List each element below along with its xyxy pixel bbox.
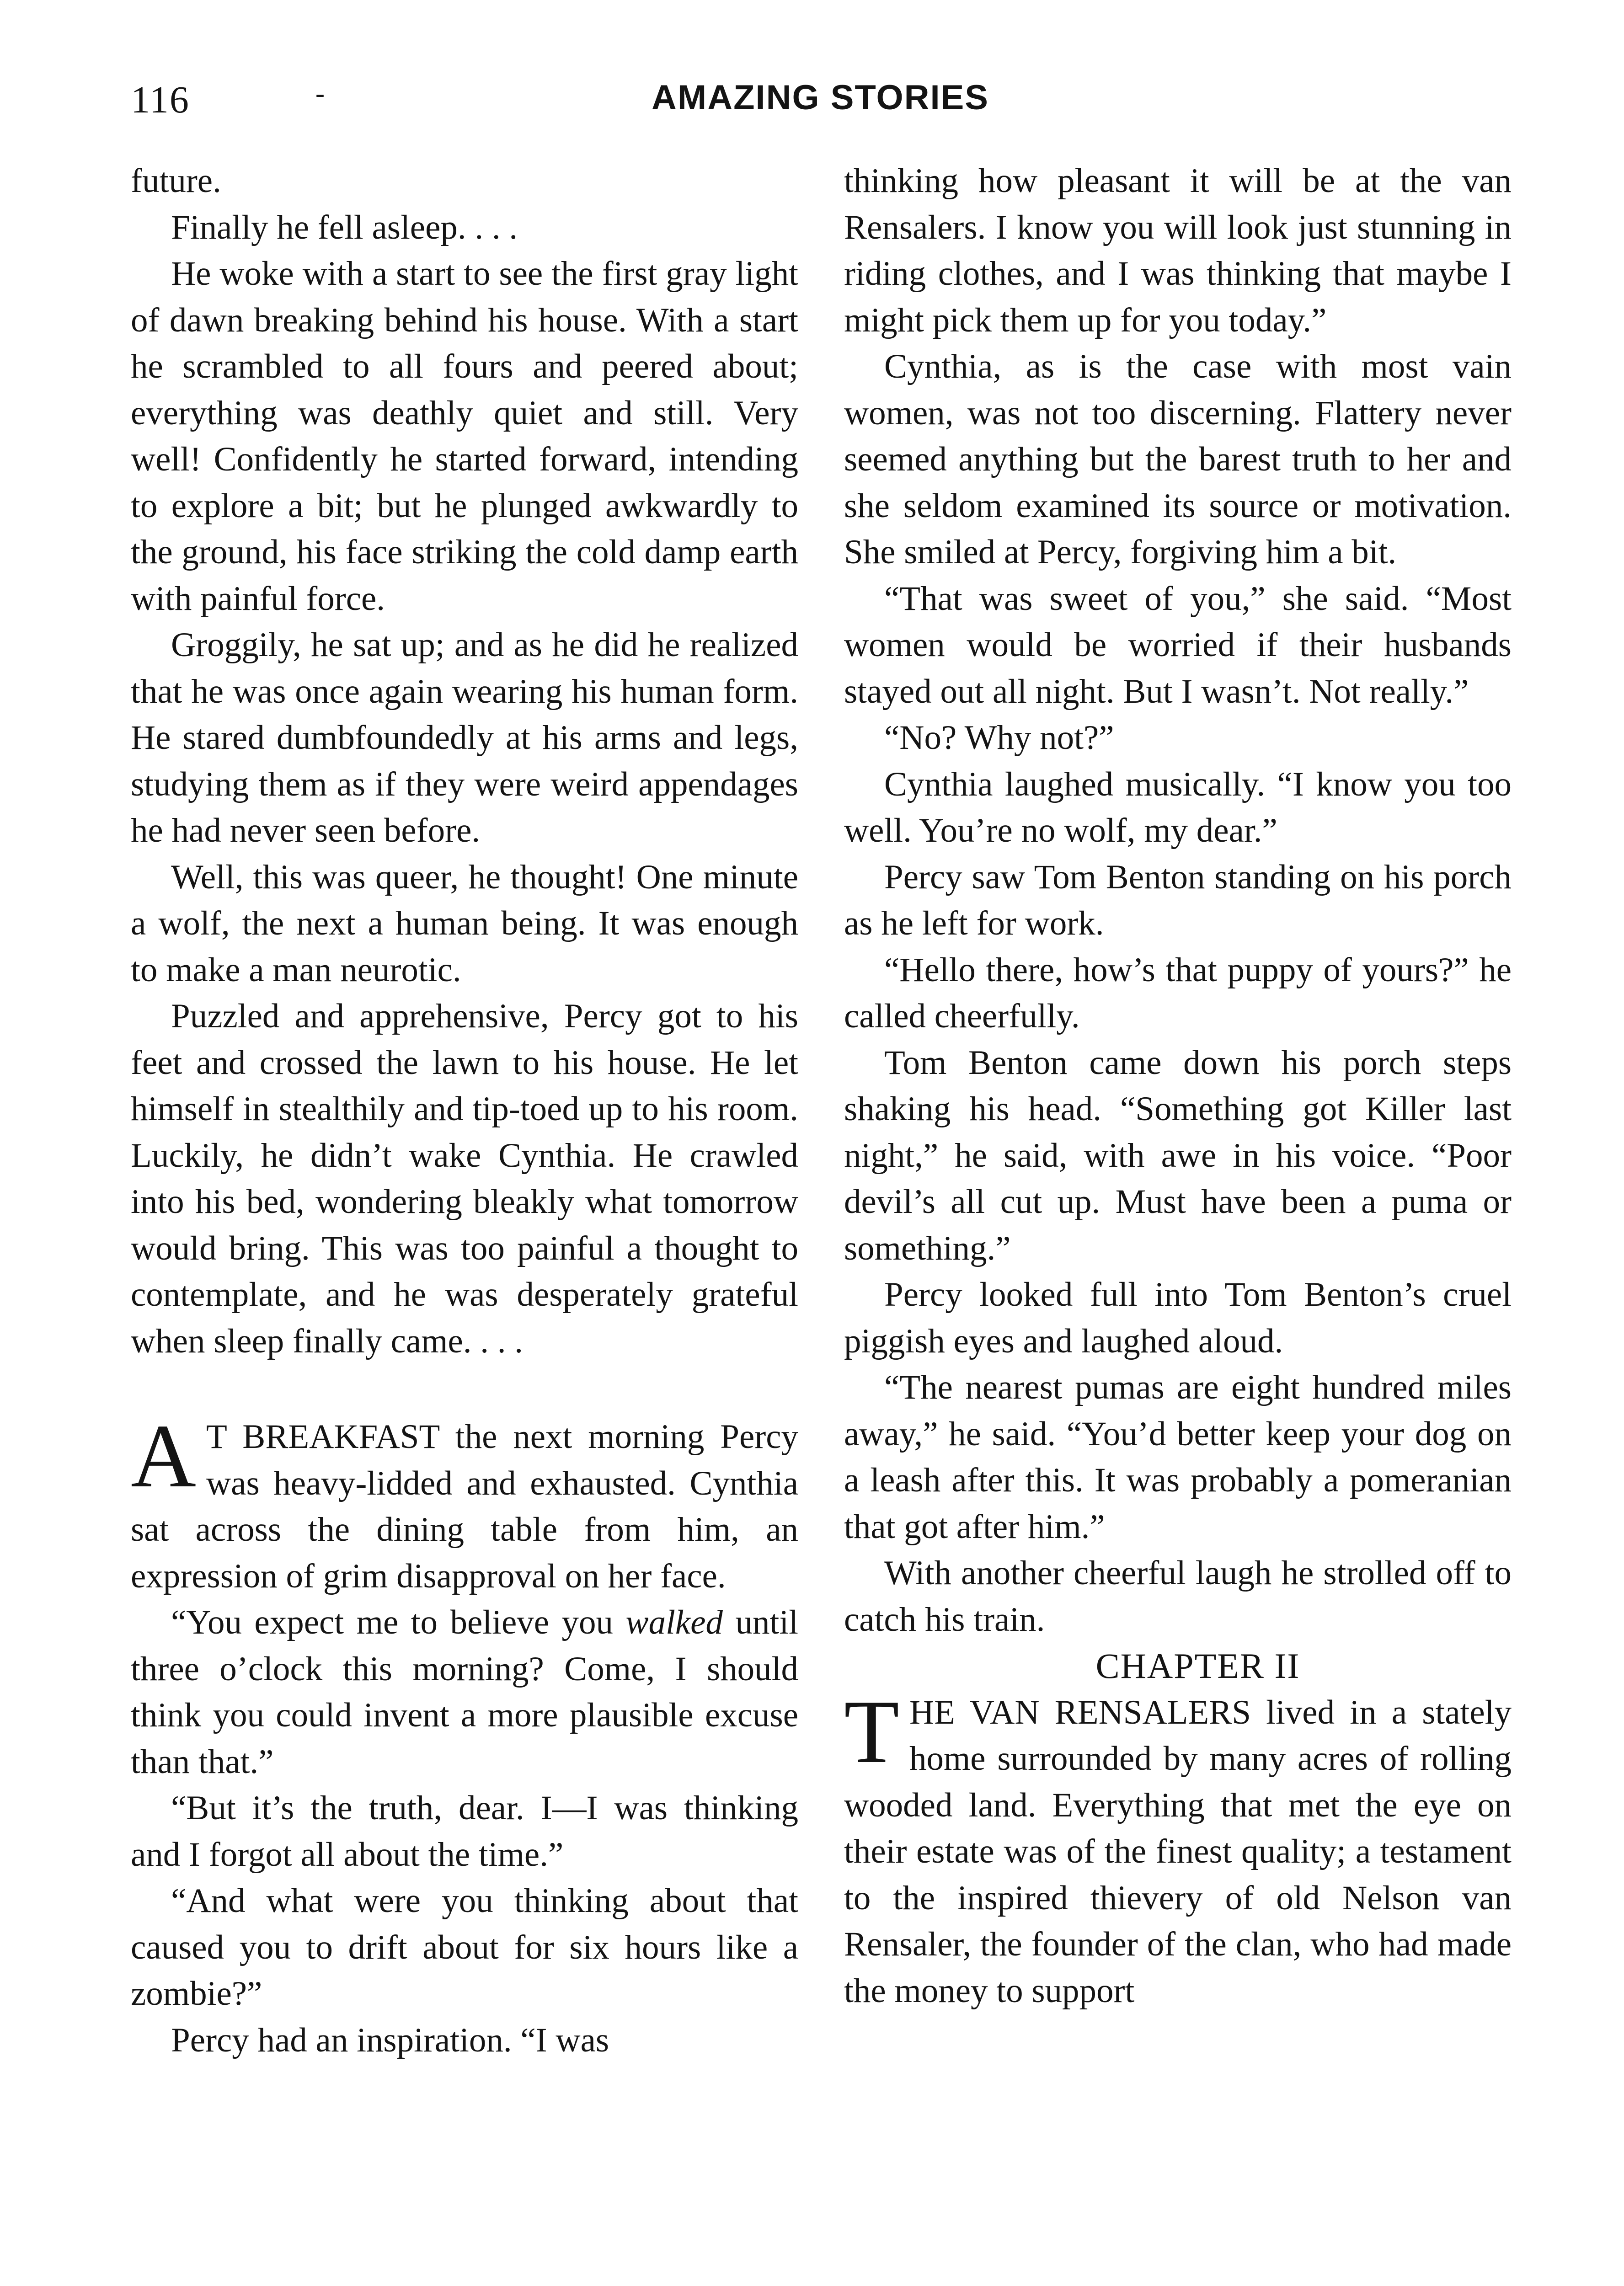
paragraph: He woke with a start to see the first gray light of dawn breaking behind his house. With a start he scrambled to all fours and peered about; everything was deathly quiet and still. Very well! Confidently he started forward, intending to explore a bit; but he plunged awkwardly to the ground, his face striking the cold damp earth with painful force. (131, 255, 798, 618)
paragraph: Puzzled and apprehensive, Percy got to his feet and crossed the lawn to his house. He let himself in stealthily and tip-toed up to his room. Luckily, he didn’t wake Cynthia. He crawled into his bed, wondering bleakly what tomorrow would bring. This was too painful a thought to contemplate, and he was desperately grateful when sleep finally came. . . . (131, 997, 798, 1360)
paragraph: Percy had an inspiration. “I was (171, 2021, 609, 2059)
page-header (0, 69, 1624, 128)
paragraph: Cynthia laughed musically. “I know you too well. You’re no wolf, my dear.” (844, 765, 1512, 849)
paragraph: thinking how pleasant it will be at the van Rensalers. I know you will look just stunning in riding clothes, and I was thinking that maybe I might pick them up for you today.” (844, 162, 1512, 339)
paragraph (131, 1599, 798, 1785)
drop-cap: A (131, 1406, 196, 1506)
paragraph: Percy looked full into Tom Benton’s cruel piggish eyes and laughed aloud. (844, 1276, 1512, 1360)
page-number: 116 (131, 79, 190, 121)
drop-cap: T (844, 1681, 899, 1782)
paragraph: Groggily, he sat up; and as he did he realized that he was once again wearing his human form. He stared dumbfoundedly at his arms and legs, studying them as if they were weird appendages he had never seen before. (131, 626, 798, 849)
header-dash: - (315, 78, 325, 108)
paragraph-text: T BREAKFAST the next morning Percy was heavy-lidded and exhausted. Cynthia sat across the dining table from him, an expression of grim disapproval on her face. (131, 1418, 798, 1595)
paragraph: Tom Benton came down his porch steps shaking his head. “Something got Killer last night,” he said, with awe in his voice. “Poor devil’s all cut up. Must have been a puma or something.” (844, 1043, 1512, 1267)
paragraph: “No? Why not?” (884, 719, 1114, 757)
paragraph: “And what were you thinking about that caused you to drift about for six hours like a zombie?” (131, 1882, 798, 2013)
right-column (844, 158, 1512, 2014)
paragraph-text: “You expect me to believe you (171, 1603, 626, 1641)
paragraph: “Hello there, how’s that puppy of yours?” he called cheerfully. (844, 951, 1512, 1035)
paragraph: With another cheerful laugh he strolled off to catch his train. (844, 1554, 1512, 1639)
paragraph: Percy saw Tom Benton standing on his porch as he left for work. (844, 858, 1512, 942)
paragraph: “But it’s the truth, dear. I—I was thinking and I forgot all about the time.” (131, 1789, 798, 1874)
paragraph-text: HE VAN RENSALERS lived in a stately home surrounded by many acres of rolling wooded land. Everything that met the eye on their estate was of the finest quality; a testament to the inspired thievery of old Nelson van Rensaler, the founder of the clan, who had made the money to support (844, 1693, 1512, 2010)
running-head: AMAZING STORIES (652, 78, 989, 117)
chapter-heading: CHAPTER II (1095, 1646, 1300, 1686)
paragraph: future. (131, 162, 221, 200)
chapter-opening-paragraph (844, 1681, 1512, 2014)
paragraph: Well, this was queer, he thought! One minute a wolf, the next a human being. It was enough to make a man neurotic. (131, 858, 798, 989)
paragraph: Finally he fell asleep. . . . (171, 208, 518, 246)
left-column (131, 158, 798, 2063)
section-opening-paragraph (131, 1406, 798, 1599)
paragraph: Cynthia, as is the case with most vain women, was not too discerning. Flattery never seemed anything but the barest truth to her and she seldom examined its source or motivation. She smiled at Percy, forgiving him a bit. (844, 347, 1512, 571)
paragraph: “The nearest pumas are eight hundred miles away,” he said. “You’d better keep your dog on a leash after this. It was probably a pomeranian that got after him.” (844, 1368, 1512, 1546)
paragraph-text: until three o’clock this morning? Come, I should think you could invent a more plausible excuse than that.” (131, 1603, 798, 1781)
paragraph: “That was sweet of you,” she said. “Most women would be worried if their husbands stayed out all night. But I wasn’t. Not really.” (844, 579, 1512, 710)
emphasis-text: walked (625, 1603, 723, 1641)
